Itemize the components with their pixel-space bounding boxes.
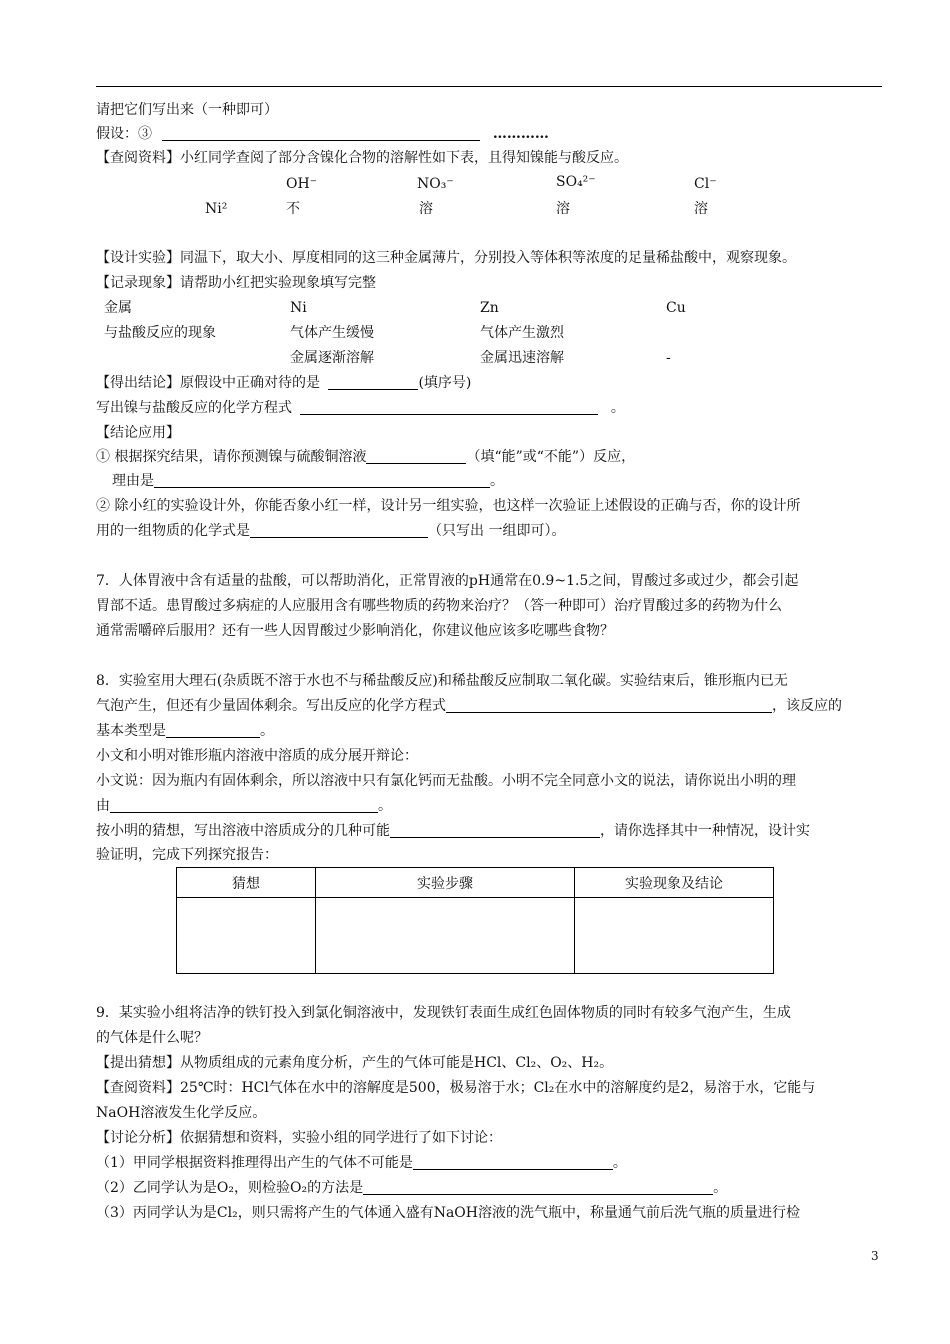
q9-d1: [96, 1153, 627, 1173]
answer-blank[interactable]: [363, 1180, 713, 1195]
q9-line: 的气体是什么呢？: [96, 1030, 208, 1046]
header-rule: [96, 86, 882, 87]
section-text: 小红同学查阅了部分含镍化合物的溶解性如下表，且得知镍能与酸反应。: [180, 150, 628, 166]
q8-line: [96, 721, 274, 741]
solubility-value: 溶: [419, 201, 433, 217]
cu-observation: -: [666, 350, 671, 366]
section-text: 25℃时：HCl气体在水中的溶解度是500，极易溶于水；Cl₂在水中的溶解度约是2，易溶于水，它能与: [180, 1080, 816, 1096]
q7-line: 通常需嚼碎后服用？还有一些人因胃酸过少影响消化，你建议他应该多吃哪些食物？: [96, 623, 614, 639]
reaction-label: 与盐酸反应的现象: [104, 325, 216, 341]
answer-blank[interactable]: [446, 698, 772, 713]
prompt: 基本类型是: [96, 723, 166, 739]
q6-design: [96, 248, 796, 268]
q8-line: 8．实验室用大理石(杂质既不溶于水也不与稀盐酸反应)和稀盐酸反应制取二氧化碳。实验结束后，锥形瓶内已无: [96, 673, 788, 689]
ion-no3: NO₃⁻: [417, 176, 454, 192]
hint: （填“能”或“不能”）反应，: [466, 449, 636, 465]
cation-ni: Ni²: [205, 201, 228, 217]
hint: （只写出 一组即可）。: [428, 523, 566, 539]
section-title: 【设计实验】: [96, 250, 180, 266]
text-line: ② 除小红的实验设计外，你能否象小红一样，设计另一组实验，也这样一次验证上述假设的正确与否，你的设计所: [96, 498, 801, 514]
table-header: 猜想: [177, 868, 316, 898]
punct: 。: [610, 400, 625, 416]
prompt: ，该反应的: [772, 698, 842, 714]
metal-ni: Ni: [290, 300, 307, 316]
section-text: 原假设中正确对待的是: [180, 375, 320, 391]
section-title: 【记录现象】: [96, 275, 180, 291]
q9-line: 9．某实验小组将洁净的铁钉投入到氯化铜溶液中，发现铁钉表面生成红色固体物质的同时有较多气泡产生，生成: [96, 1005, 791, 1021]
q9-line: NaOH溶液发生化学反应。: [96, 1105, 267, 1121]
ni-observation: 金属逐渐溶解: [290, 350, 374, 366]
answer-blank[interactable]: [366, 449, 466, 464]
prompt: （1）甲同学根据资料推理得出产生的气体不可能是: [96, 1155, 413, 1171]
q6-apply-1: [96, 447, 635, 467]
q8-line: [96, 796, 392, 816]
prompt: ① 根据探究结果，请你预测镍与硫酸铜溶液: [96, 449, 367, 465]
zn-observation: 气体产生激烈: [480, 325, 564, 341]
table-cell[interactable]: [177, 898, 316, 974]
q8-line: 验证明，完成下列探究报告：: [96, 847, 278, 863]
q9-info: [96, 1078, 815, 1098]
section-title: 【得出结论】: [96, 375, 180, 391]
hypothesis-label: 假设：③: [96, 126, 152, 142]
answer-blank[interactable]: [413, 1155, 613, 1170]
table-header: 实验现象及结论: [575, 868, 774, 898]
answer-blank[interactable]: [390, 823, 600, 838]
zn-observation: 金属迅速溶解: [480, 350, 564, 366]
ellipsis: …………: [492, 126, 549, 142]
page-number: 3: [871, 1249, 879, 1263]
q6-equation: [96, 398, 625, 418]
punct: 。: [260, 723, 274, 739]
q9-discuss: [96, 1128, 502, 1148]
section-title: 【提出猜想】: [96, 1055, 180, 1071]
prompt: 写出镍与盐酸反应的化学方程式: [96, 400, 292, 416]
table-cell[interactable]: [316, 898, 575, 974]
report-table: [176, 867, 774, 974]
q8-line: [96, 821, 810, 841]
q9-line: （3）丙同学认为是Cl₂，则只需将产生的气体通入盛有NaOH溶液的洗气瓶中，称量通气前后洗气瓶的质量进行检: [96, 1205, 800, 1221]
q6-apply-2: [96, 521, 565, 541]
answer-blank[interactable]: [162, 126, 480, 141]
q8-line: 小文说：因为瓶内有固体剩余，所以溶液中只有氯化钙而无盐酸。小明不完全同意小文的说法，请你说出小明的理: [96, 773, 796, 789]
punct: 。: [612, 1155, 627, 1171]
q8-line: [96, 696, 842, 716]
ni-observation: 气体产生缓慢: [290, 325, 374, 341]
q6-record: [96, 273, 376, 293]
section-title: 【查阅资料】: [96, 1080, 180, 1096]
ion-oh: OH⁻: [286, 176, 318, 192]
q6-apply-title: 【结论应用】: [96, 425, 180, 441]
section-title: 【讨论分析】: [96, 1130, 180, 1146]
prompt: （2）乙同学认为是O₂，则检验O₂的方法是: [96, 1180, 364, 1196]
prompt: 按小明的猜想，写出溶液中溶质成分的几种可能: [96, 823, 390, 839]
q7-line: 胃部不适。患胃酸过多病症的人应服用含有哪些物质的药物来治疗？（答一种即可）治疗胃酸过多的药物为什么: [96, 598, 782, 614]
solubility-value: 溶: [694, 201, 708, 217]
solubility-value: 溶: [556, 201, 570, 217]
q9-d2: [96, 1178, 727, 1198]
table-cell[interactable]: [575, 898, 774, 974]
q6-conclusion: [96, 373, 471, 393]
answer-blank[interactable]: [110, 798, 378, 813]
q8-line: 小文和小明对锥形瓶内溶液中溶质的成分展开辩论：: [96, 748, 418, 764]
metal-zn: Zn: [480, 300, 499, 316]
q6-apply-reason: [112, 471, 504, 491]
prompt: 用的一组物质的化学式是: [96, 523, 250, 539]
solubility-value: 不: [286, 201, 300, 217]
section-text: 请帮助小红把实验现象填写完整: [180, 275, 376, 291]
answer-blank[interactable]: [250, 523, 428, 538]
hypothesis-3: [96, 124, 549, 144]
q9-guess: [96, 1053, 613, 1073]
answer-blank[interactable]: [154, 473, 490, 488]
section-text: 从物质组成的元素角度分析，产生的气体可能是HCl、Cl₂、O₂、H₂。: [180, 1055, 614, 1071]
prompt: 理由是: [112, 473, 154, 489]
metal-label: 金属: [104, 300, 132, 316]
section-text: 依据猜想和资料，实验小组的同学进行了如下讨论：: [180, 1130, 502, 1146]
answer-blank[interactable]: [328, 375, 418, 390]
prompt: 由: [96, 798, 110, 814]
section-title: 【查阅资料】: [96, 150, 180, 166]
section-text: 同温下，取大小、厚度相同的这三种金属薄片，分别投入等体积等浓度的足量稀盐酸中，观察现象。: [180, 250, 796, 266]
text-line: 请把它们写出来（一种即可）: [96, 102, 278, 118]
answer-blank[interactable]: [166, 723, 260, 738]
punct: 。: [713, 1180, 728, 1196]
prompt: ，请你选择其中一种情况，设计实: [600, 823, 810, 839]
hint: (填序号): [418, 375, 472, 391]
ion-so4: SO₄²⁻: [556, 174, 596, 190]
table-header: 实验步骤: [316, 868, 575, 898]
punct: 。: [378, 798, 392, 814]
metal-cu: Cu: [666, 300, 686, 316]
q6-info: [96, 148, 628, 168]
q7-line: 7．人体胃液中含有适量的盐酸，可以帮助消化，正常胃液的pH通常在0.9~1.5之间，胃酸过多或过少，都会引起: [96, 573, 799, 589]
prompt: 气泡产生，但还有少量固体剩余。写出反应的化学方程式: [96, 698, 446, 714]
punct: 。: [490, 473, 504, 489]
answer-blank[interactable]: [300, 400, 598, 415]
ion-cl: Cl⁻: [694, 176, 717, 192]
